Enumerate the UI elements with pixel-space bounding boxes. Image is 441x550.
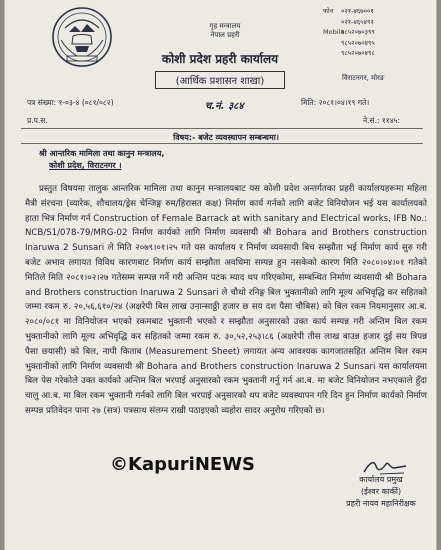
signatory-rank: प्रहरी नायव महानिरीक्षक	[346, 499, 416, 508]
letter-sheet	[4, 0, 437, 550]
contact-value: ९८५२०७०३९९	[341, 28, 375, 36]
contact-row	[323, 27, 433, 38]
contact-label: फोन	[323, 7, 334, 15]
nepal-samvat-label: ने.सं.: ११४५:	[363, 116, 401, 125]
signatory-name: (ईश्वर कार्की)	[360, 487, 402, 496]
contact-value: ०२१-४६५४९२	[341, 17, 374, 26]
letter-body: प्रस्तुत विषयमा तालुक आन्तरिक मामिला तथा कानुन मन्त्रालयबाट यस कोशी प्रदेश अन्तर्गतका प्रहरी कार्यालयहरूमा महिला मैत्री संरचना (व्यारेक, शौचालय/ड्रेस चेन्जिङ्ग रुम/हिरासत कक्ष) निर्माण कार्य गर्नको लागि बजेट विनियोजन भई यस कार्यालयको हाता भित्र निर्माण गर्न Construction of Female Barrack at with sanitary and Electrical works, IFB No.: NCB/S1/078-79/MRG-02 निर्माण कार्यको लागि निर्माण व्यवसायी श्री Bohara and Brothers construction Inaruwa 2 Sunsari ले मिति २०७९।०१।२५ गते यस कार्यालय र निर्माण व्यवसायी बिच सम्झौता भई निर्माण कार्य सुरु गरी बजेट अभाव लगायत विविध कारणबाट निर्माण कार्य सम्झौता अवधिमा सम्पन्न हुन नसकेको कारण मिति २०८०।०४।०१ गतेको मितिले मिति २०८१।०२।२७ गतेसम्म सम्पन्न गर्ने गरी अन्तिम पटक म्याद थप गरिएकोमा, सम्बन्धित निर्माण व्यवसायी श्री Bohara and Brothers construction Inaruwa 2 Sunsari ले चौथो रनिङ्ग बिल भुक्तानीको लागि मूल्य अभिवृद्धि कर सहितको जम्मा रकम रु. २०,५६,६१०/२४ (अक्षरेपी बिस लाख उनान्साठ्ठी हजार छ सय दश पैसा चौबिस) को बिल रकम नियमानुसार आ.ब. २०८०/०८१ मा विनियोजन भएको रकमबाट भुक्तानी भएको र सम्झौता अनुसारको उक्त कार्य सम्पन्न गरी अन्तिम बिल रकम भुक्तानीको लागि मूल्य अभिवृद्धि कर सहितको जम्मा रकम रु. ३०,५२,२५३।८६ (अक्षरेपी तीस लाख बाउन्न हजार दुई सय त्रिपन्न पैसा छयासी) को बिल, नापी किताब (Measurement Sheet) लगायत अन्य आवश्यक कागजातसहित अन्तिम बिल रकम भुक्तानीको लागि निर्माण व्यवसायी श्री Bohara and Brothers construction Inaruwa 2 Sunsari यस कार्यालयमा बिल पेस गरेकोले उक्त कार्यको अन्तिम बिल भरपाई अनुसारको रकम भुक्तानी गर्नु गर्न आ.ब. मा बजेट विनियोजन नभएकाले हुँदा चालु आ.ब. मा बिल रकम भुक्तानी गर्नको लागि बिल भरपाई अनुसारको थप बजेट व्यवस्थापन गरि दिन हुन निर्माण कार्यको निर्माण सम्पन्न प्रतिवेदन पाना २७ (सत्र) पत्रसाथ संलग्न राखी पठाइएको व्यहोरा सादर अनुरोध गरिएको छ।	[25, 184, 427, 416]
letter-date: मिति: २०८१।०४।१९ गते।	[301, 98, 370, 107]
contact-row	[323, 48, 433, 59]
subject-line: विषय:- बजेट व्यवस्थापन सम्बन्धमा।	[173, 133, 279, 142]
addressee-line: श्री आन्तरिक मामिला तथा कानुन मन्त्रालय,	[39, 149, 165, 158]
addressee-line: कोशी प्रदेश, विराटनगर ।	[49, 161, 122, 170]
contact-label: Mobile	[323, 28, 345, 36]
letterhead-ministry-block	[200, 22, 250, 40]
contact-block	[323, 6, 433, 59]
ministry-name: गृह मन्त्रालय	[209, 22, 241, 30]
contact-label	[323, 17, 341, 28]
signature-block	[335, 474, 427, 510]
office-place: विराटनगर, मोरङ	[342, 74, 385, 82]
contact-label	[323, 48, 341, 59]
patra-number: पत्र संख्या: १-०३-४ (०८१/०८२)	[27, 98, 114, 107]
signatory-title: कार्यालय प्रमुख	[359, 475, 403, 484]
contact-row	[323, 17, 433, 28]
contact-row	[323, 38, 433, 49]
contact-row	[323, 6, 433, 17]
pras-label: प्र.प.स.	[27, 116, 48, 125]
office-title: कोशी प्रदेश प्रहरी कार्यालय	[161, 52, 279, 66]
watermark-text: ©KapuriNEWS	[110, 454, 256, 475]
contact-value: ९८५२०७०४९८	[341, 49, 375, 57]
office-branch: (आर्थिक प्रशासन शाखा)	[155, 71, 285, 89]
police-name: नेपाल प्रहरी	[210, 31, 240, 39]
ref-number: च.नं. ३८४	[205, 101, 244, 112]
contact-value: ०२१-४६७००१	[341, 7, 374, 15]
contact-value: ९८५२०७०४९५	[341, 38, 375, 47]
divider	[21, 128, 423, 129]
divider	[21, 143, 423, 144]
addressee-block	[39, 148, 164, 172]
nepal-emblem-icon	[51, 6, 113, 68]
contact-label	[323, 38, 341, 49]
